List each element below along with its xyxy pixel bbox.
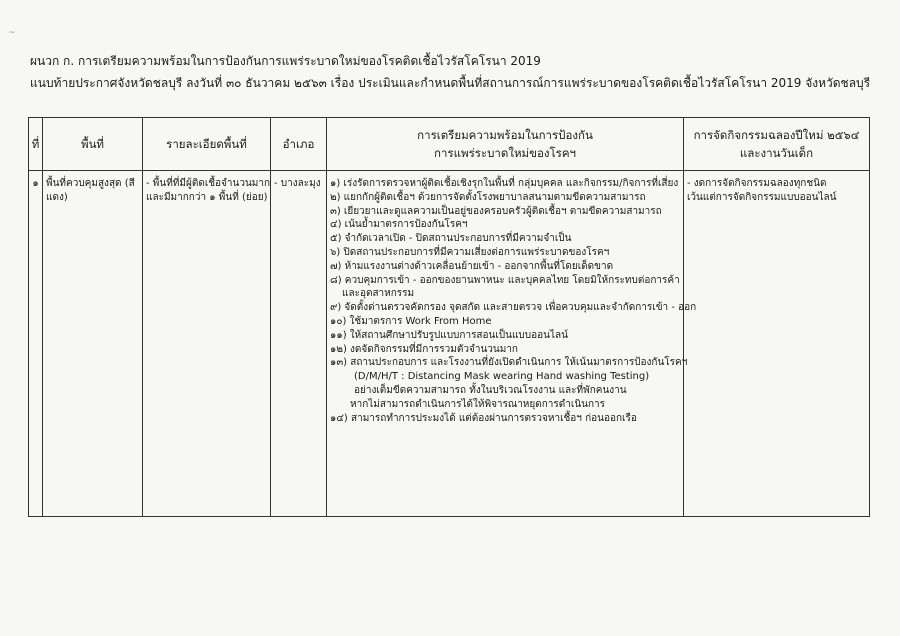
- row-no: ๑: [29, 171, 43, 517]
- corner-scan-mark: ~: [8, 28, 16, 38]
- row-district: - บางละมุง: [271, 171, 327, 517]
- measure-item: ๑๔) สามารถทำการประมงได้ แต่ต้องผ่านการตรวจหาเชื้อฯ ก่อนออกเรือ: [330, 412, 637, 424]
- header-newyear: [684, 118, 870, 171]
- measure-item: ๓) เยียวยาและดูแลความเป็นอยู่ของครอบครัวผู้ติดเชื้อฯ ตามขีดความสามารถ: [330, 205, 662, 217]
- row-measures: [327, 171, 697, 517]
- annex-title: ผนวก ก. การเตรียมความพร้อมในการป้องกันการแพร่ระบาดใหม่ของโรคติดเชื้อไวรัสโคโรนา 2019: [30, 54, 541, 68]
- annex-subtitle: แนบท้ายประกาศจังหวัดชลบุรี ลงวันที่ ๓๐ ธันวาคม ๒๕๖๓ เรื่อง ประเมินและกำหนดพื้นที่สถานการณ์การแพร่ระบาดของโรคติดเชื้อไวรัสโคโรนา 2019 จังหวัดชลบุรี: [30, 76, 871, 90]
- preparedness-table: [28, 117, 870, 517]
- measure-item: ๕) จำกัดเวลาเปิด - ปิดสถานประกอบการที่มีความจำเป็น: [330, 233, 572, 245]
- measure-item-continuation: หากไม่สามารถดำเนินการได้ให้พิจารณาหยุดการดำเนินการ: [350, 398, 606, 410]
- table-header-row: [29, 118, 870, 171]
- header-preparedness: [327, 118, 684, 171]
- row-newyear: [684, 171, 870, 517]
- header-newyear-line2: และงานวันเด็ก: [739, 146, 814, 160]
- newyear-line: - งดการจัดกิจกรรมฉลองทุกชนิด: [687, 178, 827, 189]
- header-no: ที่: [29, 118, 43, 171]
- measure-item: ๒) แยกกักผู้ติดเชื้อฯ ด้วยการจัดตั้งโรงพยาบาลสนามตามขีดความสามารถ: [330, 191, 646, 203]
- header-preparedness-line2: การแพร่ระบาดใหม่ของโรคฯ: [433, 146, 576, 160]
- newyear-line: เว้นแต่การจัดกิจกรรมแบบออนไลน์: [687, 191, 837, 203]
- detail-line: และมีมากกว่า ๑ พื้นที่ (ย่อย): [146, 191, 268, 203]
- measure-item-continuation: (D/M/H/T : Distancing Mask wearing Hand washing Testing): [354, 371, 650, 383]
- header-preparedness-line1: การเตรียมความพร้อมในการป้องกัน: [417, 128, 593, 142]
- header-district: อำเภอ: [271, 118, 327, 171]
- measure-item: ๑๐) ใช้มาตรการ Work From Home: [330, 315, 492, 327]
- measure-item: ๙) จัดตั้งด่านตรวจคัดกรอง จุดสกัด และสายตรวจ เพื่อควบคุมและจำกัดการเข้า - ออก: [330, 302, 697, 314]
- measure-item: ๑) เร่งรัดการตรวจหาผู้ติดเชื้อเชิงรุกในพื้นที่ กลุ่มบุคคล และกิจกรรม/กิจการที่เสี่ยง: [330, 178, 679, 189]
- measure-item-continuation: และอุตสาหกรรม: [342, 288, 415, 300]
- header-detail: รายละเอียดพื้นที่: [143, 118, 271, 171]
- measure-item: ๑๑) ให้สถานศึกษาปรับรูปแบบการสอนเป็นแบบออนไลน์: [330, 329, 568, 341]
- measure-item: ๑๒) งดจัดกิจกรรมที่มีการรวมตัวจำนวนมาก: [330, 343, 518, 355]
- measure-item-continuation: อย่างเต็มขีดความสามารถ ทั้งในบริเวณโรงงาน และที่พักคนงาน: [354, 384, 627, 396]
- measure-item: ๑๓) สถานประกอบการ และโรงงานที่ยังเปิดดำเนินการ ให้เน้นมาตรการป้องกันโรคฯ: [330, 357, 688, 369]
- row-area: พื้นที่ควบคุมสูงสุด (สีแดง): [43, 171, 143, 517]
- measure-item: ๔) เน้นย้ำมาตรการป้องกันโรคฯ: [330, 219, 468, 231]
- detail-line: - พื้นที่ที่มีผู้ติดเชื้อจำนวนมาก: [146, 178, 271, 189]
- row-detail: [143, 171, 271, 517]
- header-newyear-line1: การจัดกิจกรรมฉลองปีใหม่ ๒๕๖๔: [693, 128, 860, 142]
- measure-item: ๖) ปิดสถานประกอบการที่มีความเสี่ยงต่อการแพร่ระบาดของโรคฯ: [330, 246, 610, 258]
- header-area: พื้นที่: [43, 118, 143, 171]
- measure-item: ๗) ห้ามแรงงานต่างด้าวเคลื่อนย้ายเข้า - ออกจากพื้นที่โดยเด็ดขาด: [330, 260, 614, 272]
- table-row: [29, 171, 870, 517]
- measure-item: ๘) ควบคุมการเข้า - ออกของยานพาหนะ และบุคคลไทย โดยมิให้กระทบต่อการค้า: [330, 274, 680, 286]
